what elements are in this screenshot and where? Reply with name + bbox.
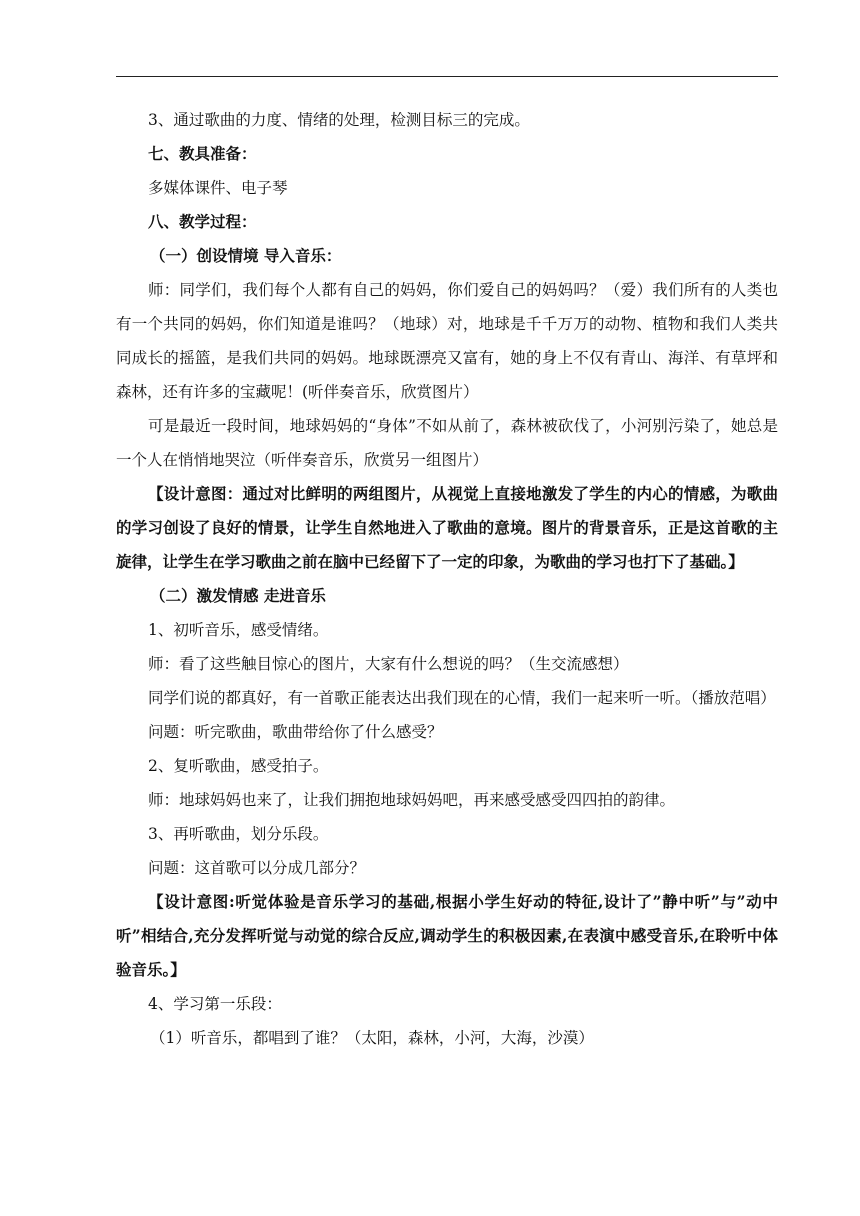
paragraph: 多媒体课件、电子琴 (148, 179, 288, 197)
paragraph: 3、通过歌曲的力度、情绪的处理，检测目标三的完成。 (148, 111, 530, 129)
document-body (116, 103, 778, 1055)
paragraph: 问题：这首歌可以分成几部分？ (148, 859, 366, 877)
subsection-heading: （一）创设情境 导入音乐： (150, 246, 342, 265)
paragraph: 同学们说的都真好，有一首歌正能表达出我们现在的心情，我们一起来听一听。（播放范唱） (148, 689, 776, 707)
paragraph: 师：地球妈妈也来了，让我们拥抱地球妈妈吧，再来感受感受四四拍的韵律。 (148, 791, 676, 809)
paragraph: 可是最近一段时间，地球妈妈的“身体”不如从前了，森林被砍伐了，小河别污染了，她总是一个人在悄悄地哭泣（听伴奏音乐，欣赏另一组图片） (116, 417, 778, 469)
paragraph: 师：同学们，我们每个人都有自己的妈妈，你们爱自己的妈妈吗？（爱）我们所有的人类也有一个共同的妈妈，你们知道是谁吗？（地球）对，地球是千千万万的动物、植物和我们人类共同成长的摇篮，是我们共同的妈妈。地球既漂亮又富有，她的身上不仅有青山、海洋、有草坪和森林，还有许多的宝藏呢！(听伴奏音乐，欣赏图片） (116, 281, 778, 401)
paragraph: 1、初听音乐，感受情绪。 (148, 621, 329, 639)
header-rule (116, 76, 778, 77)
subsection-heading: （二）激发情感 走进音乐 (150, 586, 326, 605)
paragraph: 问题：听完歌曲，歌曲带给你了什么感受？ (148, 723, 443, 741)
section-heading: 八、教学过程： (148, 212, 257, 231)
design-intent-note: 【设计意图：通过对比鲜明的两组图片，从视觉上直接地激发了学生的内心的情感，为歌曲的学习创设了良好的情景，让学生自然地进入了歌曲的意境。图片的背景音乐，正是这首歌的主旋律，让学生在学习歌曲之前在脑中已经留下了一定的印象，为歌曲的学习也打下了基础。】 (116, 484, 778, 571)
paragraph: 3、再听歌曲，划分乐段。 (148, 825, 329, 843)
paragraph: 2、复听歌曲，感受拍子。 (148, 757, 329, 775)
paragraph: （1）听音乐，都唱到了谁？（太阳，森林，小河，大海，沙漠） (150, 1029, 594, 1047)
design-intent-note: 【设计意图:听觉体验是音乐学习的基础,根据小学生好动的特征,设计了”静中听”与”动中听”相结合,充分发挥听觉与动觉的综合反应,调动学生的积极因素,在表演中感受音乐,在聆听中体验音乐。】 (116, 892, 778, 979)
paragraph: 师：看了这些触目惊心的图片，大家有什么想说的吗？（生交流感想） (148, 655, 629, 673)
section-heading: 七、教具准备： (148, 144, 257, 163)
paragraph: 4、学习第一乐段： (148, 995, 282, 1013)
